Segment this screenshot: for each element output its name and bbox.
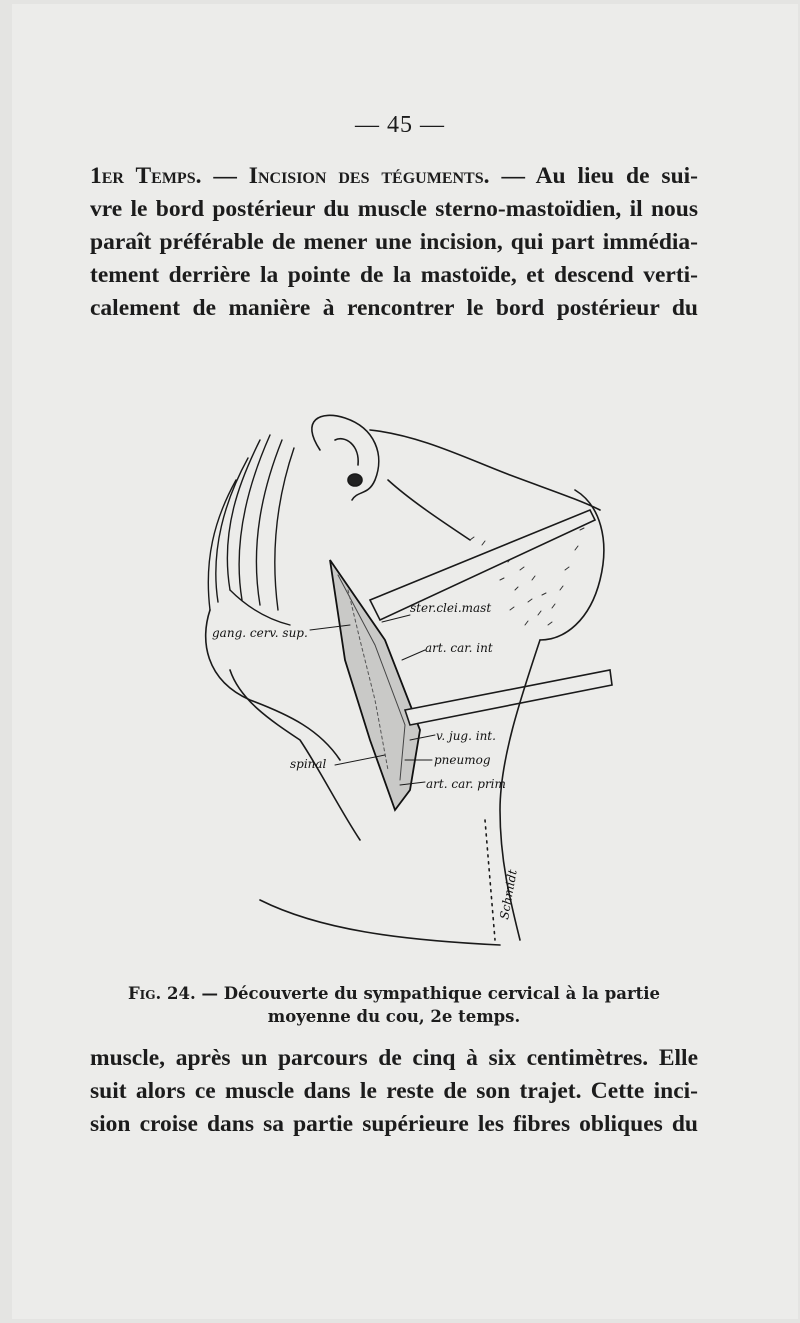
paragraph-bottom-line-1: muscle, après un parcours de cinq à six centimètres. Elle bbox=[90, 1045, 698, 1071]
anatomical-illustration bbox=[170, 340, 630, 960]
paragraph-bottom-line-2: suit alors ce muscle dans le reste de son trajet. Cette inci- bbox=[90, 1078, 698, 1104]
label-art-car-prim: art. car. prim bbox=[426, 777, 506, 791]
label-gang-cerv-sup: gang. cerv. sup. bbox=[212, 626, 308, 640]
paragraph-top bbox=[90, 160, 698, 325]
section-lead-label: 1er Temps. — Incision des téguments. bbox=[90, 163, 490, 189]
paragraph-top-line-1: — Au lieu de sui- bbox=[501, 163, 698, 189]
figure-caption-text: — Découverte du sympathique cervical à la partie moyenne du cou, 2e temps. bbox=[201, 984, 661, 1026]
ear-outline bbox=[312, 415, 379, 500]
label-pneumog: pneumog bbox=[434, 753, 491, 767]
artist-signature: Schmidt bbox=[497, 868, 520, 921]
paragraph-top-line-5: calement de manière à rencontrer le bord postérieur du bbox=[90, 295, 698, 321]
paragraph-top-line-2: vre le bord postérieur du muscle sterno-mastoïdien, il nous bbox=[90, 196, 698, 222]
paragraph-bottom-line-3: sion croise dans sa partie supérieure les fibres obliques du bbox=[90, 1111, 698, 1137]
label-ster-clei-mast: ster.clei.mast bbox=[410, 601, 492, 615]
illustration-drawing bbox=[170, 340, 630, 960]
paragraph-top-line-3: paraît préférable de mener une incision, qui part immédia- bbox=[90, 229, 698, 255]
label-spinal: spinal bbox=[290, 757, 327, 771]
label-v-jug-int: v. jug. int. bbox=[436, 729, 496, 743]
shoulder-outline bbox=[260, 900, 500, 945]
figure-caption-label: Fig. 24. bbox=[127, 984, 196, 1003]
paragraph-bottom bbox=[90, 1042, 698, 1141]
hair-strokes bbox=[208, 435, 294, 625]
retractor-lower bbox=[405, 670, 612, 725]
figure-caption bbox=[90, 982, 698, 1028]
paragraph-top-line-4: tement derrière la pointe de la mastoïde, et descend verti- bbox=[90, 262, 698, 288]
page-number: — 45 — bbox=[355, 112, 445, 138]
jaw-outline bbox=[370, 430, 600, 510]
label-art-car-int: art. car. int bbox=[425, 641, 493, 655]
